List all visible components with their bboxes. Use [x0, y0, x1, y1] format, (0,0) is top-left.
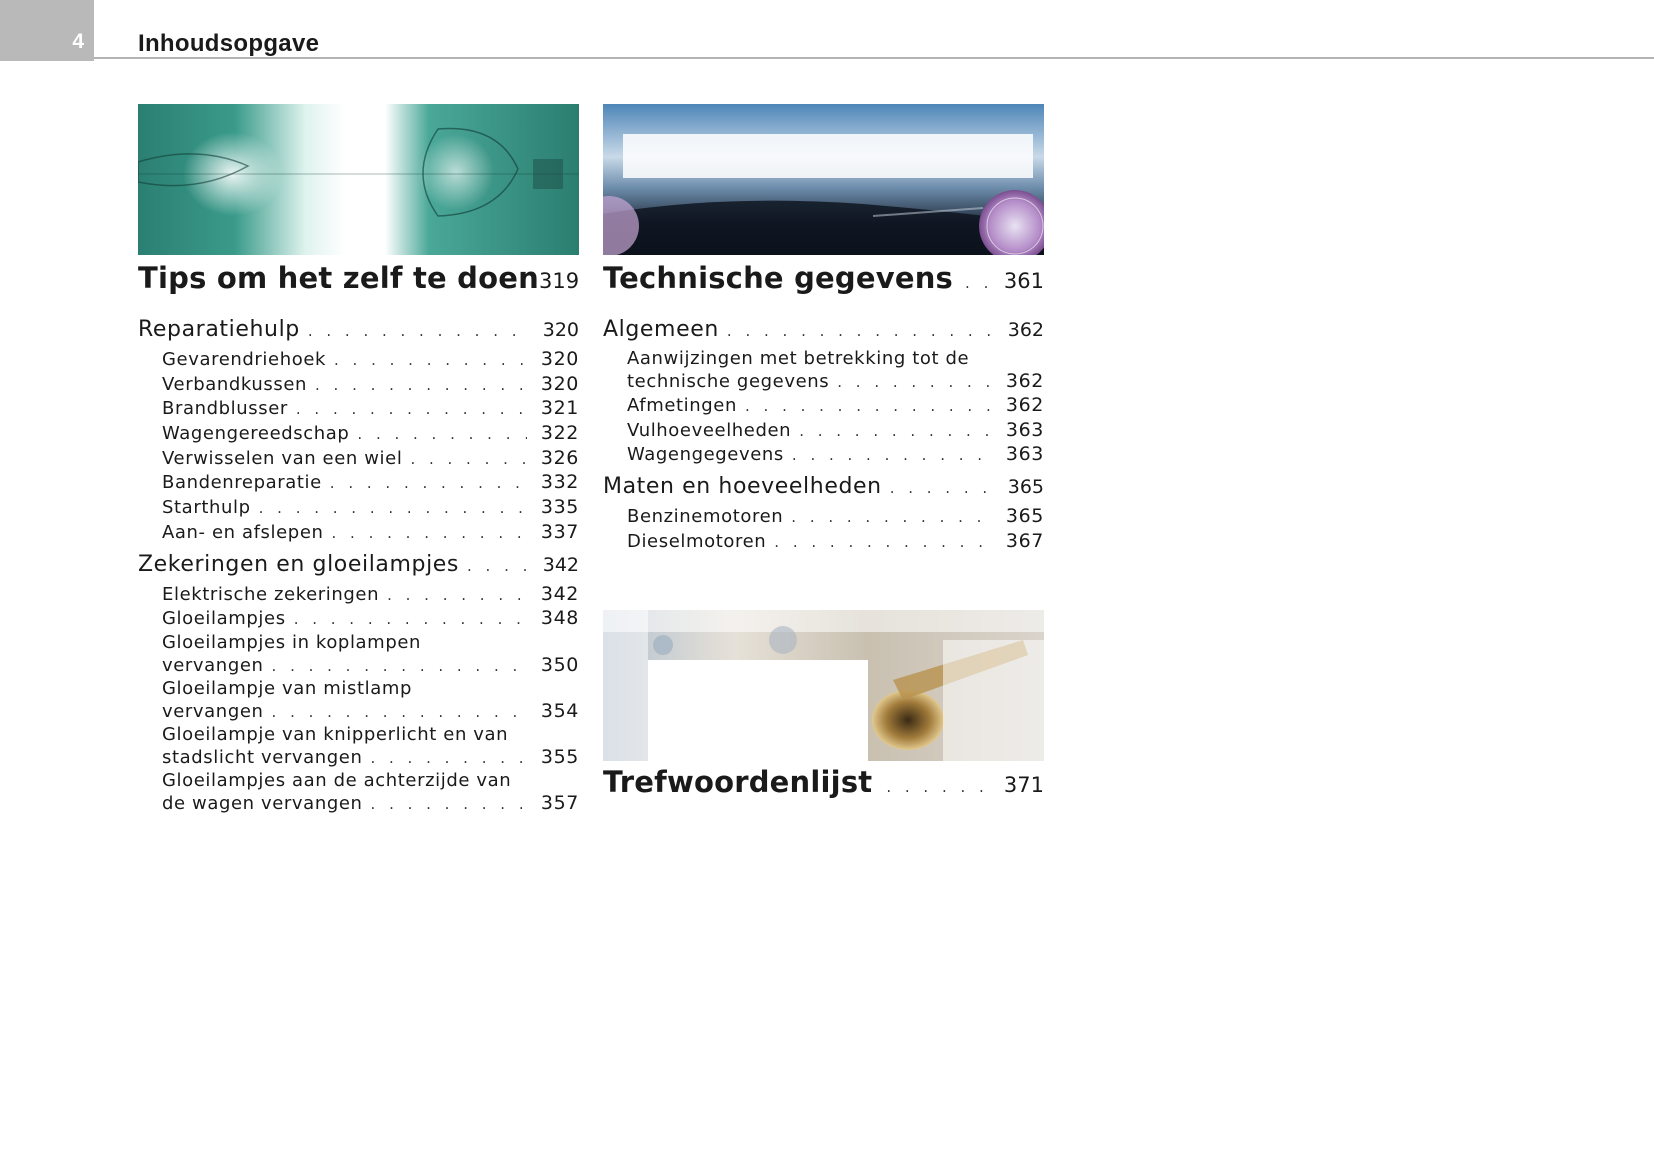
toc-entry[interactable] [603, 348, 1044, 394]
leader-dots [330, 474, 527, 492]
leader-dots [357, 425, 527, 443]
entry-label: Algemeen [603, 317, 719, 342]
entry-page: 354 [540, 699, 579, 722]
leader-dots [410, 450, 527, 468]
section-title: Technische gegevens [603, 261, 954, 295]
light-bulbs-image [138, 104, 579, 255]
page-number: 4 [72, 30, 84, 53]
leader-dots [308, 322, 527, 340]
section-heading-trefwoorden [603, 765, 1044, 809]
leader-dots [792, 446, 992, 464]
toc-entry[interactable] [603, 474, 1044, 505]
entry-label: Maten en hoeveelheden [603, 474, 882, 500]
leader-dots [272, 703, 527, 721]
entry-page: 348 [540, 607, 579, 630]
toc-list-tips [138, 317, 579, 816]
motion-blur-image [603, 104, 1044, 255]
entry-page: 321 [540, 397, 579, 420]
entry-label-line1: Gloeilampje van knipperlicht en van [162, 723, 509, 745]
entry-label: Vulhoeveelheden [627, 419, 792, 441]
leader-dots [387, 586, 527, 604]
page-title: Inhoudsopgave [138, 30, 320, 57]
section-heading-technische [603, 261, 1044, 305]
toc-entry[interactable] [138, 373, 579, 398]
entry-label-line2: stadslicht vervangen [162, 746, 363, 768]
entry-label: Gloeilampjes [162, 608, 286, 630]
toc-entry[interactable] [138, 397, 579, 422]
section-title: Trefwoordenlijst [603, 765, 873, 800]
leader-dots [799, 422, 992, 440]
section-title: Tips om het zelf te doen [138, 261, 539, 295]
toc-entry[interactable] [138, 317, 579, 348]
toc-entry[interactable] [138, 471, 579, 496]
entry-label-line1: Aanwijzingen met betrekking tot de [627, 348, 970, 369]
leader-dots [259, 499, 527, 517]
entry-label-line2: de wagen vervangen [162, 792, 363, 814]
toc-entry[interactable] [138, 607, 579, 632]
entry-label: Wagengegevens [627, 444, 784, 466]
entry-label: Gevarendriehoek [162, 349, 327, 370]
entry-label-line2: vervangen [162, 654, 264, 676]
toc-entry[interactable] [603, 530, 1044, 555]
entry-page: 335 [540, 496, 579, 519]
entry-page: 363 [1005, 443, 1044, 466]
toc-column-right [603, 104, 1044, 809]
leader-dots [294, 610, 527, 628]
section-page: 371 [1003, 773, 1044, 798]
entry-label: Brandblusser [162, 398, 288, 420]
entry-label-line2: vervangen [162, 700, 264, 722]
entry-page: 365 [1007, 476, 1044, 499]
toc-entry[interactable] [138, 770, 579, 816]
entry-page: 326 [540, 446, 579, 469]
toc-list-technische [603, 317, 1044, 554]
entry-page: 332 [540, 471, 579, 494]
toc-entry[interactable] [138, 422, 579, 447]
entry-page: 363 [1005, 418, 1044, 441]
leader-dots [332, 524, 527, 542]
entry-label: Elektrische zekeringen [162, 583, 380, 605]
leader-dots [727, 322, 992, 340]
leader-dots [315, 376, 527, 394]
entry-page: 362 [1005, 370, 1044, 392]
entry-label: Aan- en afslepen [162, 521, 324, 543]
entry-page: 320 [542, 319, 579, 341]
leader-dots [745, 397, 992, 415]
toc-entry[interactable] [138, 632, 579, 678]
entry-page: 342 [542, 553, 579, 576]
toc-entry[interactable] [603, 505, 1044, 530]
toc-entry[interactable] [138, 447, 579, 472]
toc-entry[interactable] [138, 552, 579, 583]
entry-page: 320 [540, 348, 579, 370]
entry-page: 320 [540, 372, 579, 395]
entry-label: Benzinemotoren [627, 506, 784, 528]
toc-entry[interactable] [603, 317, 1044, 348]
toc-entry[interactable] [603, 443, 1044, 468]
leader-dots [837, 373, 992, 391]
header-divider [94, 57, 1654, 59]
entry-label: Starthulp [162, 497, 251, 519]
leader-dots [296, 400, 527, 418]
entry-page: 355 [540, 745, 579, 768]
entry-label-line2: technische gegevens [627, 371, 830, 392]
toc-entry[interactable] [138, 678, 579, 724]
leader-dots [886, 778, 992, 796]
entry-label: Reparatiehulp [138, 317, 300, 342]
entry-label: Bandenreparatie [162, 472, 322, 494]
page-number-tab [0, 0, 94, 61]
toc-entry[interactable] [603, 394, 1044, 419]
entry-label-line1: Gloeilampjes in koplampen [162, 631, 422, 653]
entry-label: Wagengereedschap [162, 423, 350, 445]
leader-dots [370, 749, 527, 767]
leader-dots [371, 795, 527, 813]
toc-entry[interactable] [138, 348, 579, 373]
leader-dots [334, 351, 527, 369]
leader-dots [467, 557, 527, 575]
entry-page: 367 [1005, 529, 1044, 552]
toc-entry[interactable] [138, 724, 579, 770]
entry-page: 362 [1007, 319, 1044, 341]
section-page: 319 [538, 269, 580, 293]
trumpets-image [603, 610, 1044, 761]
toc-entry[interactable] [603, 419, 1044, 444]
section-heading-tips [138, 261, 579, 305]
entry-label: Zekeringen en gloeilampjes [138, 551, 459, 577]
leader-dots [272, 657, 527, 675]
entry-page: 337 [540, 520, 579, 543]
entry-page: 350 [540, 653, 579, 676]
toc-entry[interactable] [138, 521, 579, 546]
entry-label: Verbandkussen [162, 373, 307, 395]
entry-label: Dieselmotoren [627, 530, 767, 552]
toc-entry[interactable] [138, 496, 579, 521]
entry-page: 357 [540, 791, 579, 814]
leader-dots [890, 479, 992, 497]
leader-dots [774, 533, 992, 551]
section-page: 361 [1003, 269, 1044, 293]
entry-page: 322 [540, 422, 579, 445]
entry-page: 342 [540, 582, 579, 605]
entry-label: Afmetingen [627, 395, 737, 416]
entry-label-line1: Gloeilampjes aan de achterzijde van [162, 769, 512, 791]
entry-page: 362 [1005, 394, 1044, 416]
leader-dots [791, 508, 992, 526]
entry-label-line1: Gloeilampje van mistlamp [162, 677, 412, 699]
entry-page: 365 [1005, 505, 1044, 528]
leader-dots [965, 274, 992, 292]
entry-label: Verwisselen van een wiel [162, 447, 403, 469]
toc-entry[interactable] [138, 583, 579, 608]
toc-column-left [138, 104, 579, 816]
